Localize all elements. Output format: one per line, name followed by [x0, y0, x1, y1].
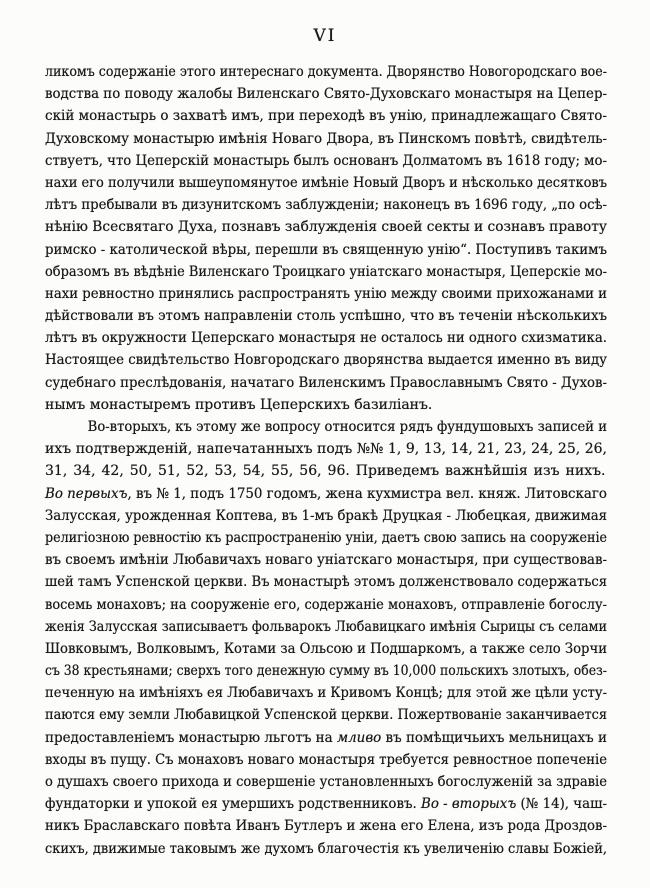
text-line	[45, 416, 607, 438]
text-line	[45, 815, 607, 837]
text-line	[45, 571, 607, 593]
text-line	[45, 194, 607, 216]
text-line-content: нахи его получили вышеупомянутое имѣніе Новый Дворъ и нѣсколько десятковъ	[45, 174, 607, 191]
text-line-content: Во-вторыхъ, къ этому же вопросу относится рядъ фундушовыхъ записей и	[87, 419, 607, 435]
text-line-content: лѣтъ пребывали въ дизунитскомъ заблужденіи; наконецъ въ 1696 году, „по осѣ-	[45, 197, 607, 214]
text-line	[45, 483, 607, 505]
text-line	[45, 527, 607, 549]
text-line	[45, 727, 607, 749]
text-line	[45, 771, 607, 793]
text-line	[45, 349, 607, 371]
text-line-content: скихъ, движимые таковымъ же духомъ благочестія къ увеличенію славы Божіей,	[45, 840, 607, 857]
text-line	[45, 549, 607, 571]
text-line	[45, 749, 607, 771]
text-line-content: Настоящее свидѣтельство Новгородскаго дворянства выдается именно въ виду	[45, 352, 607, 369]
text-line-content: религіозною ревностію къ распространенію уніи, даетъ свою запись на сооруженіе	[45, 529, 607, 546]
text-line-content: лѣтъ въ окружности Цеперскаго монастыря не осталось ни одного схизматика.	[45, 330, 607, 347]
text-line-content: никъ Браславскаго повѣта Иванъ Бутлеръ и жена его Елена, изъ рода Дроздов-	[45, 818, 607, 835]
text-line-content: судебнаго преслѣдованія, начатаго Виленскимъ Православнымъ Свято - Духов-	[45, 374, 607, 391]
text-line	[45, 327, 607, 349]
text-line	[45, 261, 607, 283]
text-line-content: Духовскому монастырю имѣнія Новаго Двора, въ Пинскомъ повѣтѣ, свидѣтель-	[45, 130, 607, 147]
text-line	[45, 638, 607, 660]
text-line-content: ствуетъ, что Цеперскій монастырь былъ основанъ Долматомъ въ 1618 году; мо-	[45, 152, 607, 169]
text-line	[45, 704, 607, 726]
text-line	[45, 105, 607, 127]
text-line	[45, 128, 607, 150]
text-line-content: восемь монаховъ; на сооруженіе его, содержаніе монаховъ, отправленіе богослу-	[45, 596, 607, 613]
text-line-content: въ своемъ имѣніи Любавичахъ новаго уніатскаго монастыря, при существовав-	[45, 552, 607, 569]
text-line	[45, 61, 607, 83]
text-line-content: водства по поводу жалобы Виленскаго Свято-Духовскаго монастыря на Цепер-	[45, 86, 607, 103]
text-line	[45, 239, 607, 261]
text-line-content: печенную на имѣніяхъ ея Любавичахъ и Кривомъ Концѣ; для этой же цѣли усту-	[45, 685, 607, 702]
text-line-content: входы въ пущу. Съ монаховъ новаго монастыря требуется ревностное попеченіе	[45, 751, 607, 768]
text-line-content: нымъ монастыремъ противъ Цеперскихъ базиліанъ.	[45, 396, 433, 413]
text-line-content: Во первыхъ, въ № 1, подъ 1750 годомъ, жена кухмистра вел. княж. Литовскаго	[45, 485, 607, 502]
text-line	[45, 616, 607, 638]
text-line	[45, 838, 607, 860]
text-line	[45, 660, 607, 682]
text-line	[45, 460, 607, 482]
text-line-content: образомъ въ вѣдѣніе Виленскаго Троицкаго уніатскаго монастыря, Цеперскіе мо-	[45, 263, 607, 280]
text-line	[45, 372, 607, 394]
text-line	[45, 283, 607, 305]
text-block	[45, 61, 607, 860]
text-line-content: 31, 34, 42, 50, 51, 52, 53, 54, 55, 56, 96. Приведемъ важнѣйшія изъ нихъ.	[45, 463, 606, 480]
text-line-content: о душахъ своего прихода и совершеніе установленныхъ богослуженій за здравіе	[45, 774, 607, 790]
text-line-content: шей тамъ Успенской церкви. Въ монастырѣ этомъ долженствовало содержаться	[45, 574, 607, 591]
text-line	[45, 438, 607, 460]
text-line	[45, 505, 607, 527]
text-line	[45, 682, 607, 704]
text-line-content: Шовковымъ, Волковымъ, Котами за Ольсою и Подшаркомъ, а также село Зорчи	[45, 640, 607, 657]
text-line	[45, 216, 607, 238]
text-line	[45, 394, 607, 416]
text-line	[45, 793, 607, 815]
text-line	[45, 305, 607, 327]
text-line-content: нахи ревностно принялись распространять унію между своими прихожанами и	[45, 285, 607, 302]
text-line-content: Залусская, урожденная Коптева, въ 1-мъ бракѣ Друцкая - Любецкая, движимая	[45, 507, 607, 524]
text-line-content: паются ему земли Любавицкой Успенской церкви. Пожертвованіе заканчивается	[45, 707, 607, 724]
text-line-content: предоставленіемъ монастырю льготъ на мливо въ помѣщичьихъ мельницахъ и	[45, 729, 607, 746]
page-number-roman: VI	[313, 26, 337, 46]
text-line-content: скій монастырь о захватѣ имъ, при переходѣ въ унію, принадлежащаго Свято-	[45, 108, 607, 125]
text-line-content: ихъ подтвержденій, напечатанныхъ подъ №№ 1, 9, 13, 14, 21, 23, 24, 25, 26,	[45, 441, 607, 458]
text-line-content: фундаторки и упокой ея умершихъ родственниковъ. Во - вторыхъ (№ 14), чаш-	[45, 796, 607, 813]
text-line-content: дѣйствовали въ этомъ направленіи столь успѣшно, что въ теченіи нѣсколькихъ	[45, 308, 607, 325]
text-line	[45, 150, 607, 172]
text-line-content: нѣнію Всесвятаго Духа, познавъ заблужденія своей секты и сознавъ правоту	[45, 219, 607, 236]
text-line-content: съ 38 крестьянами; сверхъ того денежную сумму въ 10,000 польскихъ злотыхъ, обез-	[45, 663, 607, 680]
text-line	[45, 172, 607, 194]
text-line	[45, 83, 607, 105]
text-line	[45, 594, 607, 616]
text-line-content: ликомъ содержаніе этого интереснаго документа. Дворянство Новогородскаго вое-	[45, 64, 607, 80]
text-line-content: женія Залусская записываетъ фольварокъ Любавицкаго имѣнія Сырицы съ селами	[45, 618, 607, 635]
text-line-content: римско - католической вѣры, перешли въ священную унію“. Поступивъ такимъ	[45, 241, 607, 258]
